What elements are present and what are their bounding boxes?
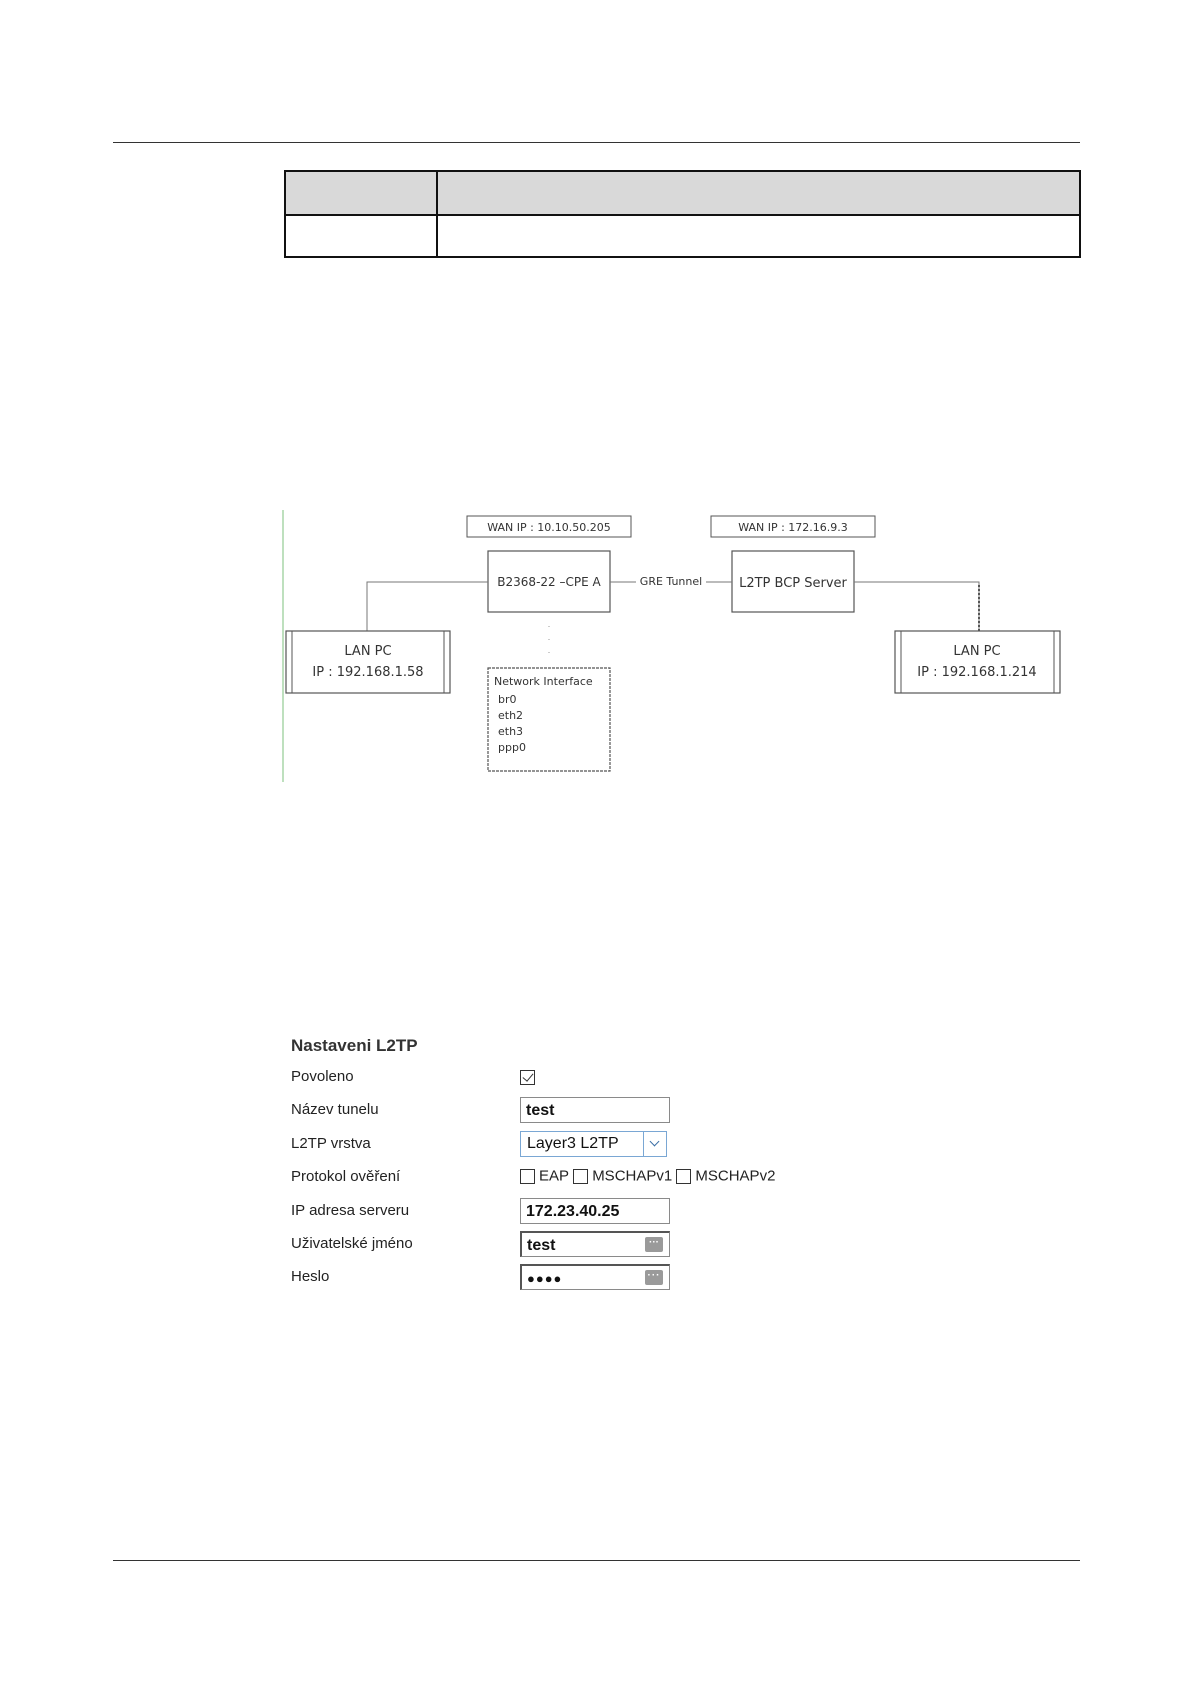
enabled-checkbox[interactable] xyxy=(520,1070,535,1085)
layer-select[interactable] xyxy=(520,1131,667,1157)
header-rule xyxy=(113,142,1080,143)
enabled-row xyxy=(291,1062,851,1092)
password-label: Heslo xyxy=(291,1268,330,1285)
lan-pc-right-ip: IP : 192.168.1.214 xyxy=(917,665,1037,680)
auth-row xyxy=(291,1162,851,1192)
table-header-row xyxy=(285,171,1080,215)
chevron-down-icon[interactable] xyxy=(643,1132,666,1156)
interface-item: ppp0 xyxy=(498,741,526,754)
username-value: test xyxy=(527,1237,556,1254)
spec-table xyxy=(284,170,1081,258)
table-row xyxy=(285,215,1080,257)
tunnel-name-input[interactable] xyxy=(520,1097,670,1123)
wan-ip-a-label: WAN IP : 10.10.50.205 xyxy=(487,521,611,534)
password-input[interactable] xyxy=(520,1264,670,1290)
wan-ip-b-label: WAN IP : 172.16.9.3 xyxy=(738,521,848,534)
tunnel-name-row xyxy=(291,1095,851,1125)
auth-eap-checkbox[interactable] xyxy=(520,1169,535,1184)
cpe-label: B2368-22 –CPE A xyxy=(497,575,601,589)
interface-item: eth2 xyxy=(498,709,524,722)
server-ip-row xyxy=(291,1196,851,1226)
auth-mschapv1-label: MSCHAPv1 xyxy=(592,1167,673,1185)
enabled-label: Povoleno xyxy=(291,1068,354,1085)
password-row xyxy=(291,1262,851,1292)
username-row xyxy=(291,1229,851,1259)
table-header-cell xyxy=(285,171,437,215)
server-ip-value: 172.23.40.25 xyxy=(526,1203,620,1220)
lan-pc-left-ip: IP : 192.168.1.58 xyxy=(312,665,424,680)
server-label: L2TP BCP Server xyxy=(739,576,847,591)
l2tp-settings-panel xyxy=(291,1032,851,1302)
lan-pc-left-title: LAN PC xyxy=(344,644,392,659)
auth-mschapv1-checkbox[interactable] xyxy=(573,1169,588,1184)
interface-item: br0 xyxy=(498,693,517,706)
form-title: Nastaveni L2TP xyxy=(291,1036,418,1055)
server-ip-label: IP adresa serveru xyxy=(291,1202,410,1219)
auth-mschapv2-label: MSCHAPv2 xyxy=(695,1167,776,1185)
auth-mschapv2-checkbox[interactable] xyxy=(676,1169,691,1184)
lan-pc-right-box xyxy=(895,631,1060,693)
auth-label: Protokol ověření xyxy=(291,1168,401,1185)
auth-eap-label: EAP xyxy=(539,1167,570,1185)
more-dots-icon[interactable]: ··· xyxy=(645,1237,663,1252)
network-diagram xyxy=(282,510,1072,785)
table-cell xyxy=(285,215,437,257)
more-dots-icon[interactable]: ··· xyxy=(645,1270,663,1285)
interface-item: eth3 xyxy=(498,725,524,738)
username-label: Uživatelské jméno xyxy=(291,1235,413,1252)
layer-row xyxy=(291,1129,851,1159)
table-cell xyxy=(437,215,1080,257)
interface-title: Network Interface xyxy=(494,675,593,688)
footer-rule xyxy=(113,1560,1080,1561)
auth-options xyxy=(520,1167,775,1185)
table-header-cell xyxy=(437,171,1080,215)
layer-label: L2TP vrstva xyxy=(291,1135,371,1152)
username-input[interactable] xyxy=(520,1231,670,1257)
password-value: ●●●● xyxy=(527,1271,563,1286)
lan-pc-right-title: LAN PC xyxy=(953,644,1001,659)
tunnel-name-label: Název tunelu xyxy=(291,1101,379,1118)
tunnel-name-value: test xyxy=(526,1102,555,1119)
server-ip-input[interactable] xyxy=(520,1198,670,1224)
layer-value: Layer3 L2TP xyxy=(527,1135,619,1152)
lan-pc-left-box xyxy=(286,631,450,693)
right-link xyxy=(854,582,979,631)
tunnel-label: GRE Tunnel xyxy=(639,575,703,588)
